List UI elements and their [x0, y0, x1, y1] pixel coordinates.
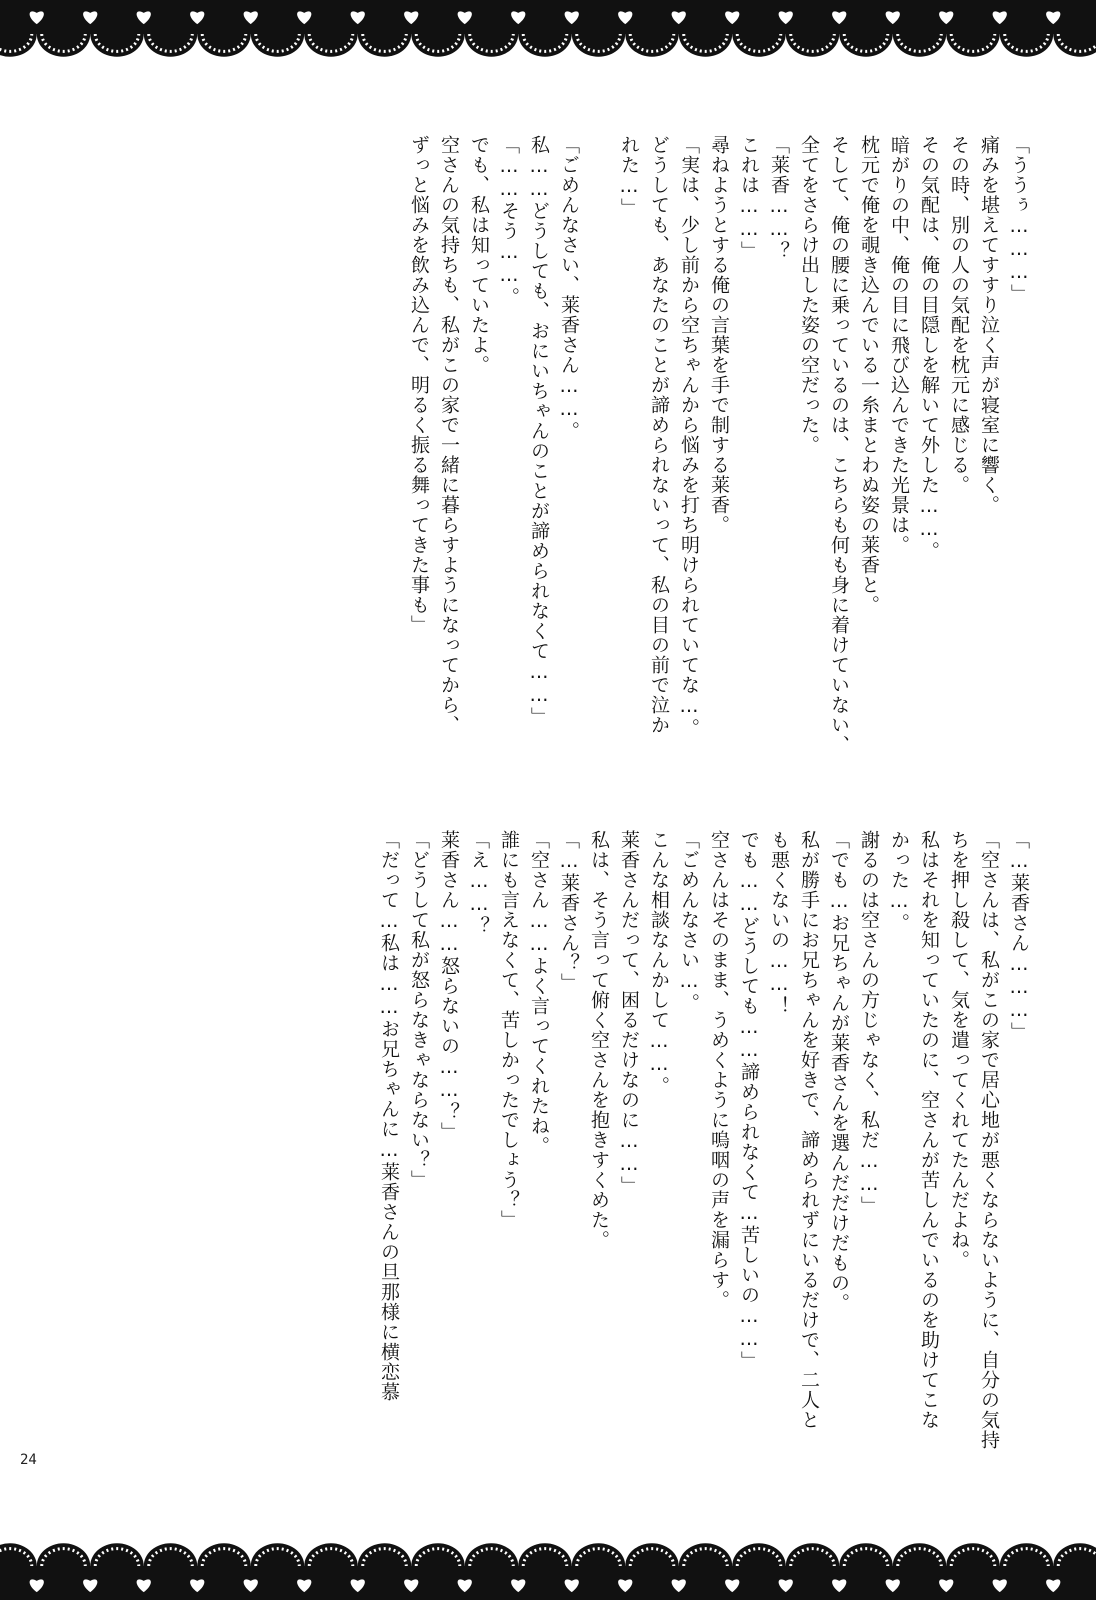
- text-line: でも、私は知っていたよ。: [468, 135, 490, 375]
- lace-scallop: [411, 1543, 465, 1566]
- top-lace-border: [0, 0, 1096, 70]
- lace-scallop: [625, 1543, 679, 1566]
- lace-scallop: [946, 1543, 1000, 1566]
- lace-scallop: [1000, 1543, 1054, 1566]
- lace-scallop: [358, 1543, 412, 1566]
- lace-scallop: [518, 1543, 572, 1566]
- text-line: 謝るのは空さんの方じゃなく、私だ……」: [858, 830, 880, 1216]
- text-line: 私が勝手にお兄ちゃんを好きで、諦められずにいるだけで、二人と: [798, 830, 820, 1430]
- lace-scallop: [37, 34, 91, 57]
- lace-scallop: [786, 1543, 840, 1566]
- text-line: 「空さんは、私がこの家で居心地が悪くならないように、自分の気持: [978, 830, 1000, 1450]
- lace-scallop: [144, 34, 198, 57]
- text-line: 全てをさらけ出した姿の空だった。: [798, 135, 820, 455]
- lace-scallop: [0, 34, 37, 57]
- lace-scallop: [0, 1543, 37, 1566]
- lace-scallop: [358, 34, 412, 57]
- text-line: 尋ねようとする俺の言葉を手で制する莱香。: [708, 135, 730, 535]
- lace-scallop: [197, 1543, 251, 1566]
- text-line: 「でも…お兄ちゃんが莱香さんを選んだだけだもの。: [828, 830, 850, 1313]
- text-line: 空さんの気持ちも、私がこの家で一緒に暮らすようになってから、: [438, 135, 460, 735]
- text-line: 誰にも言えなくて、苦しかったでしょう？」: [498, 830, 520, 1230]
- lace-scallop: [251, 34, 305, 57]
- lace-scallop: [893, 1543, 947, 1566]
- text-line: 「…莱香さん？」: [558, 830, 580, 993]
- text-line: 「…莱香さん………」: [1008, 830, 1030, 1042]
- lace-scallop: [1053, 1543, 1096, 1566]
- text-line: 私はそれを知っていたのに、空さんが苦しんでいるのを助けてこな: [918, 830, 940, 1430]
- lace-scallop: [572, 1543, 626, 1566]
- text-line: その気配は、俺の目隠しを解いて外した……。: [918, 135, 940, 561]
- text-line: も悪くないの……！: [768, 830, 790, 1016]
- lace-scallop: [90, 34, 144, 57]
- lace-scallop: [251, 1543, 305, 1566]
- text-line: 「ごめんなさい…。: [678, 830, 700, 1013]
- lace-scallop: [465, 34, 519, 57]
- text-line: かった…。: [888, 830, 910, 933]
- text-line: [584, 135, 614, 795]
- text-line: れた…」: [618, 135, 640, 218]
- lace-scallop: [839, 1543, 893, 1566]
- lace-scallop: [304, 34, 358, 57]
- lace-scallop: [786, 34, 840, 57]
- lace-scallop: [732, 34, 786, 57]
- lace-scallop: [37, 1543, 91, 1566]
- lace-scallop: [1053, 34, 1096, 57]
- lace-scallop: [1000, 34, 1054, 57]
- text-line: 枕元で俺を覗き込んでいる一糸まとわぬ姿の莱香と。: [858, 135, 880, 615]
- text-line: 暗がりの中、俺の目に飛び込んできた光景は。: [888, 135, 910, 555]
- text-line: 「ううぅ………」: [1008, 135, 1030, 304]
- lace-scallop: [304, 1543, 358, 1566]
- text-line: どうしても、あなたのことが諦められないって、私の目の前で泣か: [648, 135, 670, 735]
- lace-scallop: [518, 34, 572, 57]
- text-line: 「どうして私が怒らなきゃならない？」: [408, 830, 430, 1190]
- text-line: 「だって…私は……お兄ちゃんに…莱香さんの旦那様に横恋慕: [378, 830, 400, 1402]
- text-line: これは……」: [738, 135, 760, 261]
- text-line: 莱香さんだって、困るだけなのに……」: [618, 830, 640, 1196]
- lace-scallop: [946, 34, 1000, 57]
- lace-scallop: [839, 34, 893, 57]
- text-line: 「実は、少し前から空ちゃんから悩みを打ち明けられていてな…。: [678, 135, 700, 738]
- text-line: 莱香さん……怒らないの……？」: [438, 830, 460, 1142]
- text-line: ちを押し殺して、気を遣ってくれてたんだよね。: [948, 830, 970, 1270]
- text-line: 「莱香……？: [768, 135, 790, 261]
- lace-scallop: [411, 34, 465, 57]
- text-line: 私は、そう言って俯く空さんを抱きすくめた。: [588, 830, 610, 1250]
- text-line: でも……どうしても……諦められなくて…苦しいの……」: [738, 830, 760, 1371]
- bottom-lace-border: [0, 1530, 1096, 1600]
- page-number: 24: [20, 1452, 37, 1468]
- lace-scallop: [732, 1543, 786, 1566]
- text-line: こんな相談なんかして……。: [648, 830, 670, 1096]
- text-line: 痛みを堪えてすすり泣く声が寝室に響く。: [978, 135, 1000, 515]
- text-line: 「……そう……。: [498, 135, 520, 307]
- lace-scallop: [625, 34, 679, 57]
- text-line: 「空さん……よく言ってくれたね。: [528, 830, 550, 1156]
- text-line: ずっと悩みを飲み込んで、明るく振る舞ってきた事も」: [408, 135, 430, 635]
- text-line: 私……どうしても、おにいちゃんのことが諦められなくて……」: [528, 135, 550, 727]
- lace-scallop: [679, 1543, 733, 1566]
- lace-scallop: [465, 1543, 519, 1566]
- lace-scallop: [197, 34, 251, 57]
- lower-text-column: [184, 830, 1034, 1470]
- text-line: 空さんはそのまま、うめくように嗚咽の声を漏らす。: [708, 830, 730, 1310]
- lace-scallop: [893, 34, 947, 57]
- lace-scallop: [90, 1543, 144, 1566]
- text-line: 「ごめんなさい、莱香さん……。: [558, 135, 580, 441]
- text-line: その時、別の人の気配を枕元に感じる。: [948, 135, 970, 495]
- text-line: 「え……？: [468, 830, 490, 936]
- lace-scallop: [144, 1543, 198, 1566]
- text-line: そして、俺の腰に乗っているのは、こちらも何も身に着けていない、: [828, 135, 850, 755]
- lace-scallop: [572, 34, 626, 57]
- upper-text-column: [184, 135, 1034, 795]
- lace-scallop: [679, 34, 733, 57]
